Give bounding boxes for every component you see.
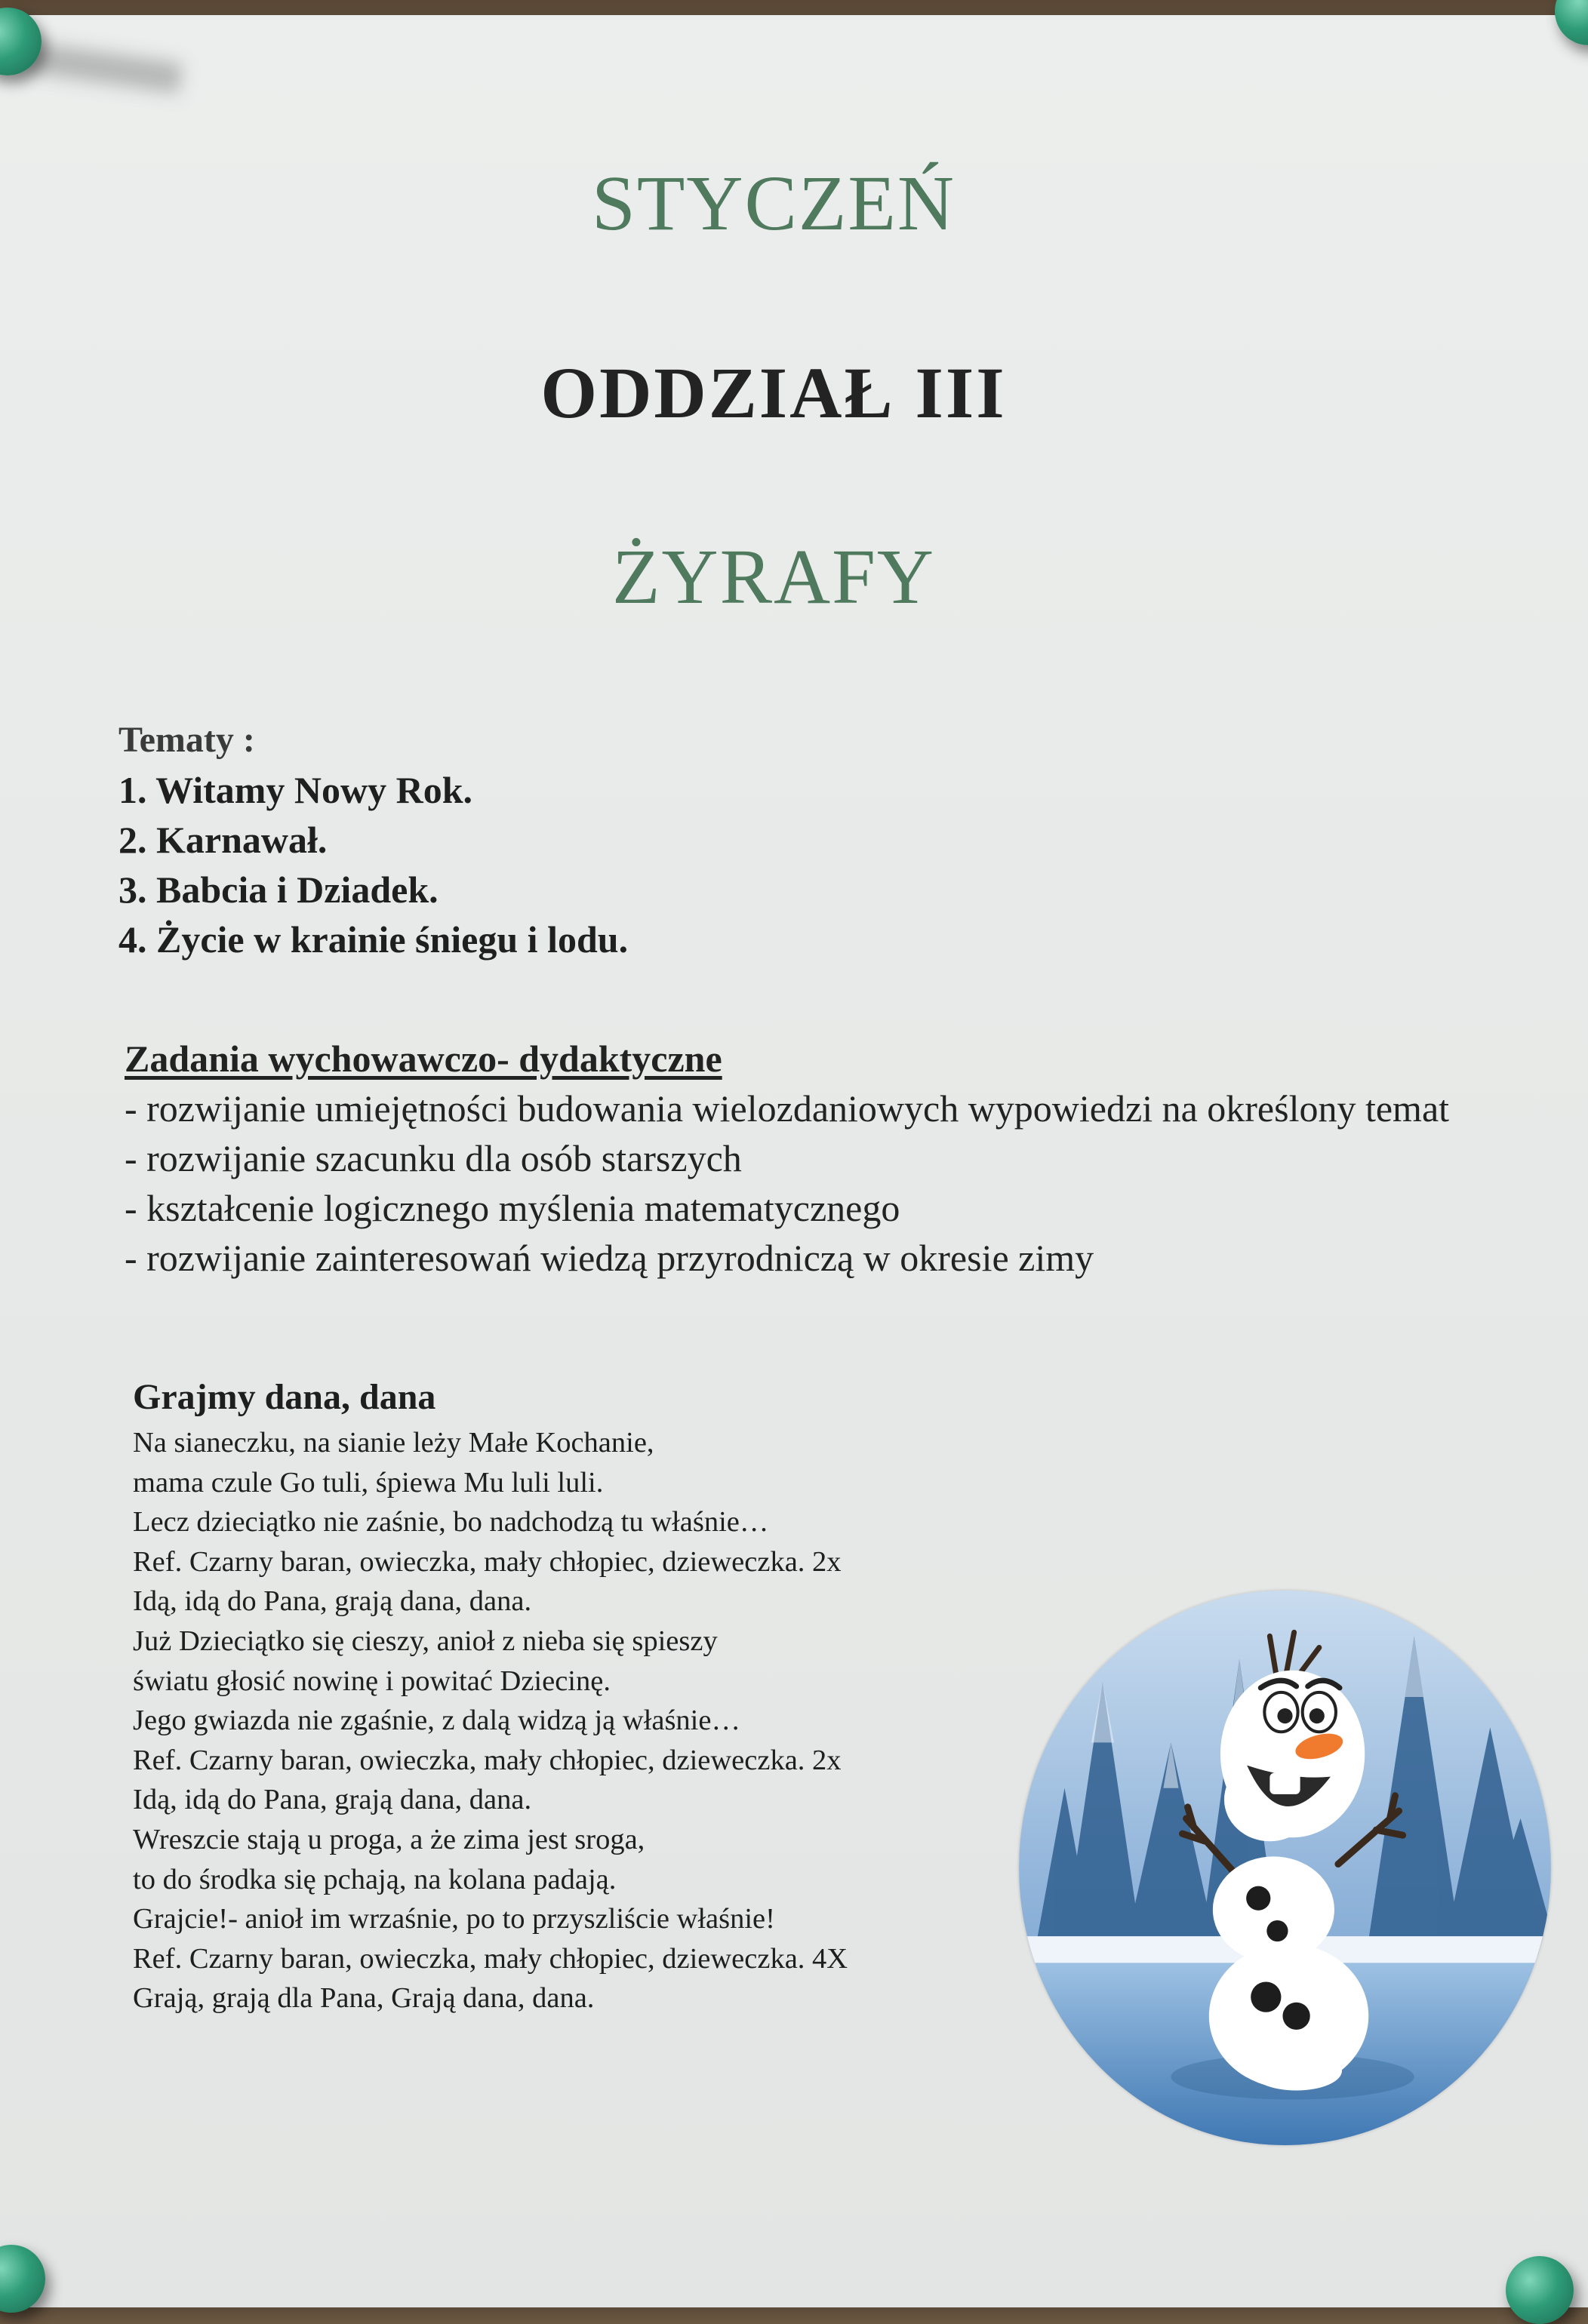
unit-title: ODDZIAŁ III bbox=[540, 352, 1007, 433]
song-line: Grajcie!- anioł im wrzaśnie, po to przyszliście właśnie! bbox=[133, 1903, 775, 1935]
song-line: Ref. Czarny baran, owieczka, mały chłopiec, dzieweczka. 2x bbox=[133, 1545, 842, 1578]
topics-heading: Tematy : bbox=[118, 720, 255, 760]
song-line: Idą, idą do Pana, grają dana, dana. bbox=[133, 1784, 532, 1816]
song-line: światu głosić nowinę i powitać Dziecinę. bbox=[133, 1665, 611, 1697]
song-line: Idą, idą do Pana, grają dana, dana. bbox=[133, 1585, 532, 1618]
song-line: Ref. Czarny baran, owieczka, mały chłopiec, dzieweczka. 2x bbox=[133, 1744, 842, 1776]
song-line: Lecz dzieciątko nie zaśnie, bo nadchodzą tu właśnie… bbox=[133, 1506, 769, 1539]
month-title: STYCZEŃ bbox=[592, 160, 956, 247]
tasks-heading: Zadania wychowawczo- dydaktyczne bbox=[125, 1038, 722, 1080]
song-line: Na sianeczku, na sianie leży Małe Kochanie, bbox=[133, 1427, 654, 1459]
topic-item: 1. Witamy Nowy Rok. bbox=[118, 769, 473, 811]
task-item: - kształcenie logicznego myślenia matematycznego bbox=[125, 1187, 900, 1229]
topic-item: 2. Karnawał. bbox=[118, 819, 328, 861]
tasks-section bbox=[125, 1034, 1543, 1283]
task-item: - rozwijanie szacunku dla osób starszych bbox=[125, 1137, 742, 1179]
song-line: Jego gwiazda nie zgaśnie, z dalą widzą ją właśnie… bbox=[133, 1705, 740, 1737]
song-line: Ref. Czarny baran, owieczka, mały chłopiec, dzieweczka. 4X bbox=[133, 1942, 848, 1975]
task-item: - rozwijanie zainteresowań wiedzą przyrodniczą w okresie zimy bbox=[125, 1237, 1094, 1279]
pushpin-icon bbox=[1506, 2256, 1574, 2324]
song-line: mama czule Go tuli, śpiewa Mu luli luli. bbox=[133, 1466, 604, 1499]
song-section bbox=[133, 1375, 1054, 2018]
topic-item: 4. Życie w krainie śniegu i lodu. bbox=[118, 918, 629, 961]
song-line: Wreszcie stają u proga, a że zima jest sroga, bbox=[133, 1823, 645, 1855]
song-line: Grają, grają dla Pana, Grają dana, dana. bbox=[133, 1982, 595, 2015]
task-item: - rozwijanie umiejętności budowania wielozdaniowych wypowiedzi na określony temat bbox=[125, 1087, 1450, 1130]
snowman-image bbox=[1019, 1591, 1551, 2145]
song-line: to do środka się pchają, na kolana padają. bbox=[133, 1863, 617, 1895]
topics-section bbox=[118, 715, 628, 964]
song-title: Grajmy dana, dana bbox=[133, 1377, 436, 1417]
topic-item: 3. Babcia i Dziadek. bbox=[118, 868, 439, 911]
song-line: Już Dzieciątko się cieszy, anioł z nieba się spieszy bbox=[133, 1625, 718, 1657]
snowman-illustration bbox=[1019, 1591, 1551, 2145]
group-title: ŻYRAFY bbox=[611, 533, 936, 620]
